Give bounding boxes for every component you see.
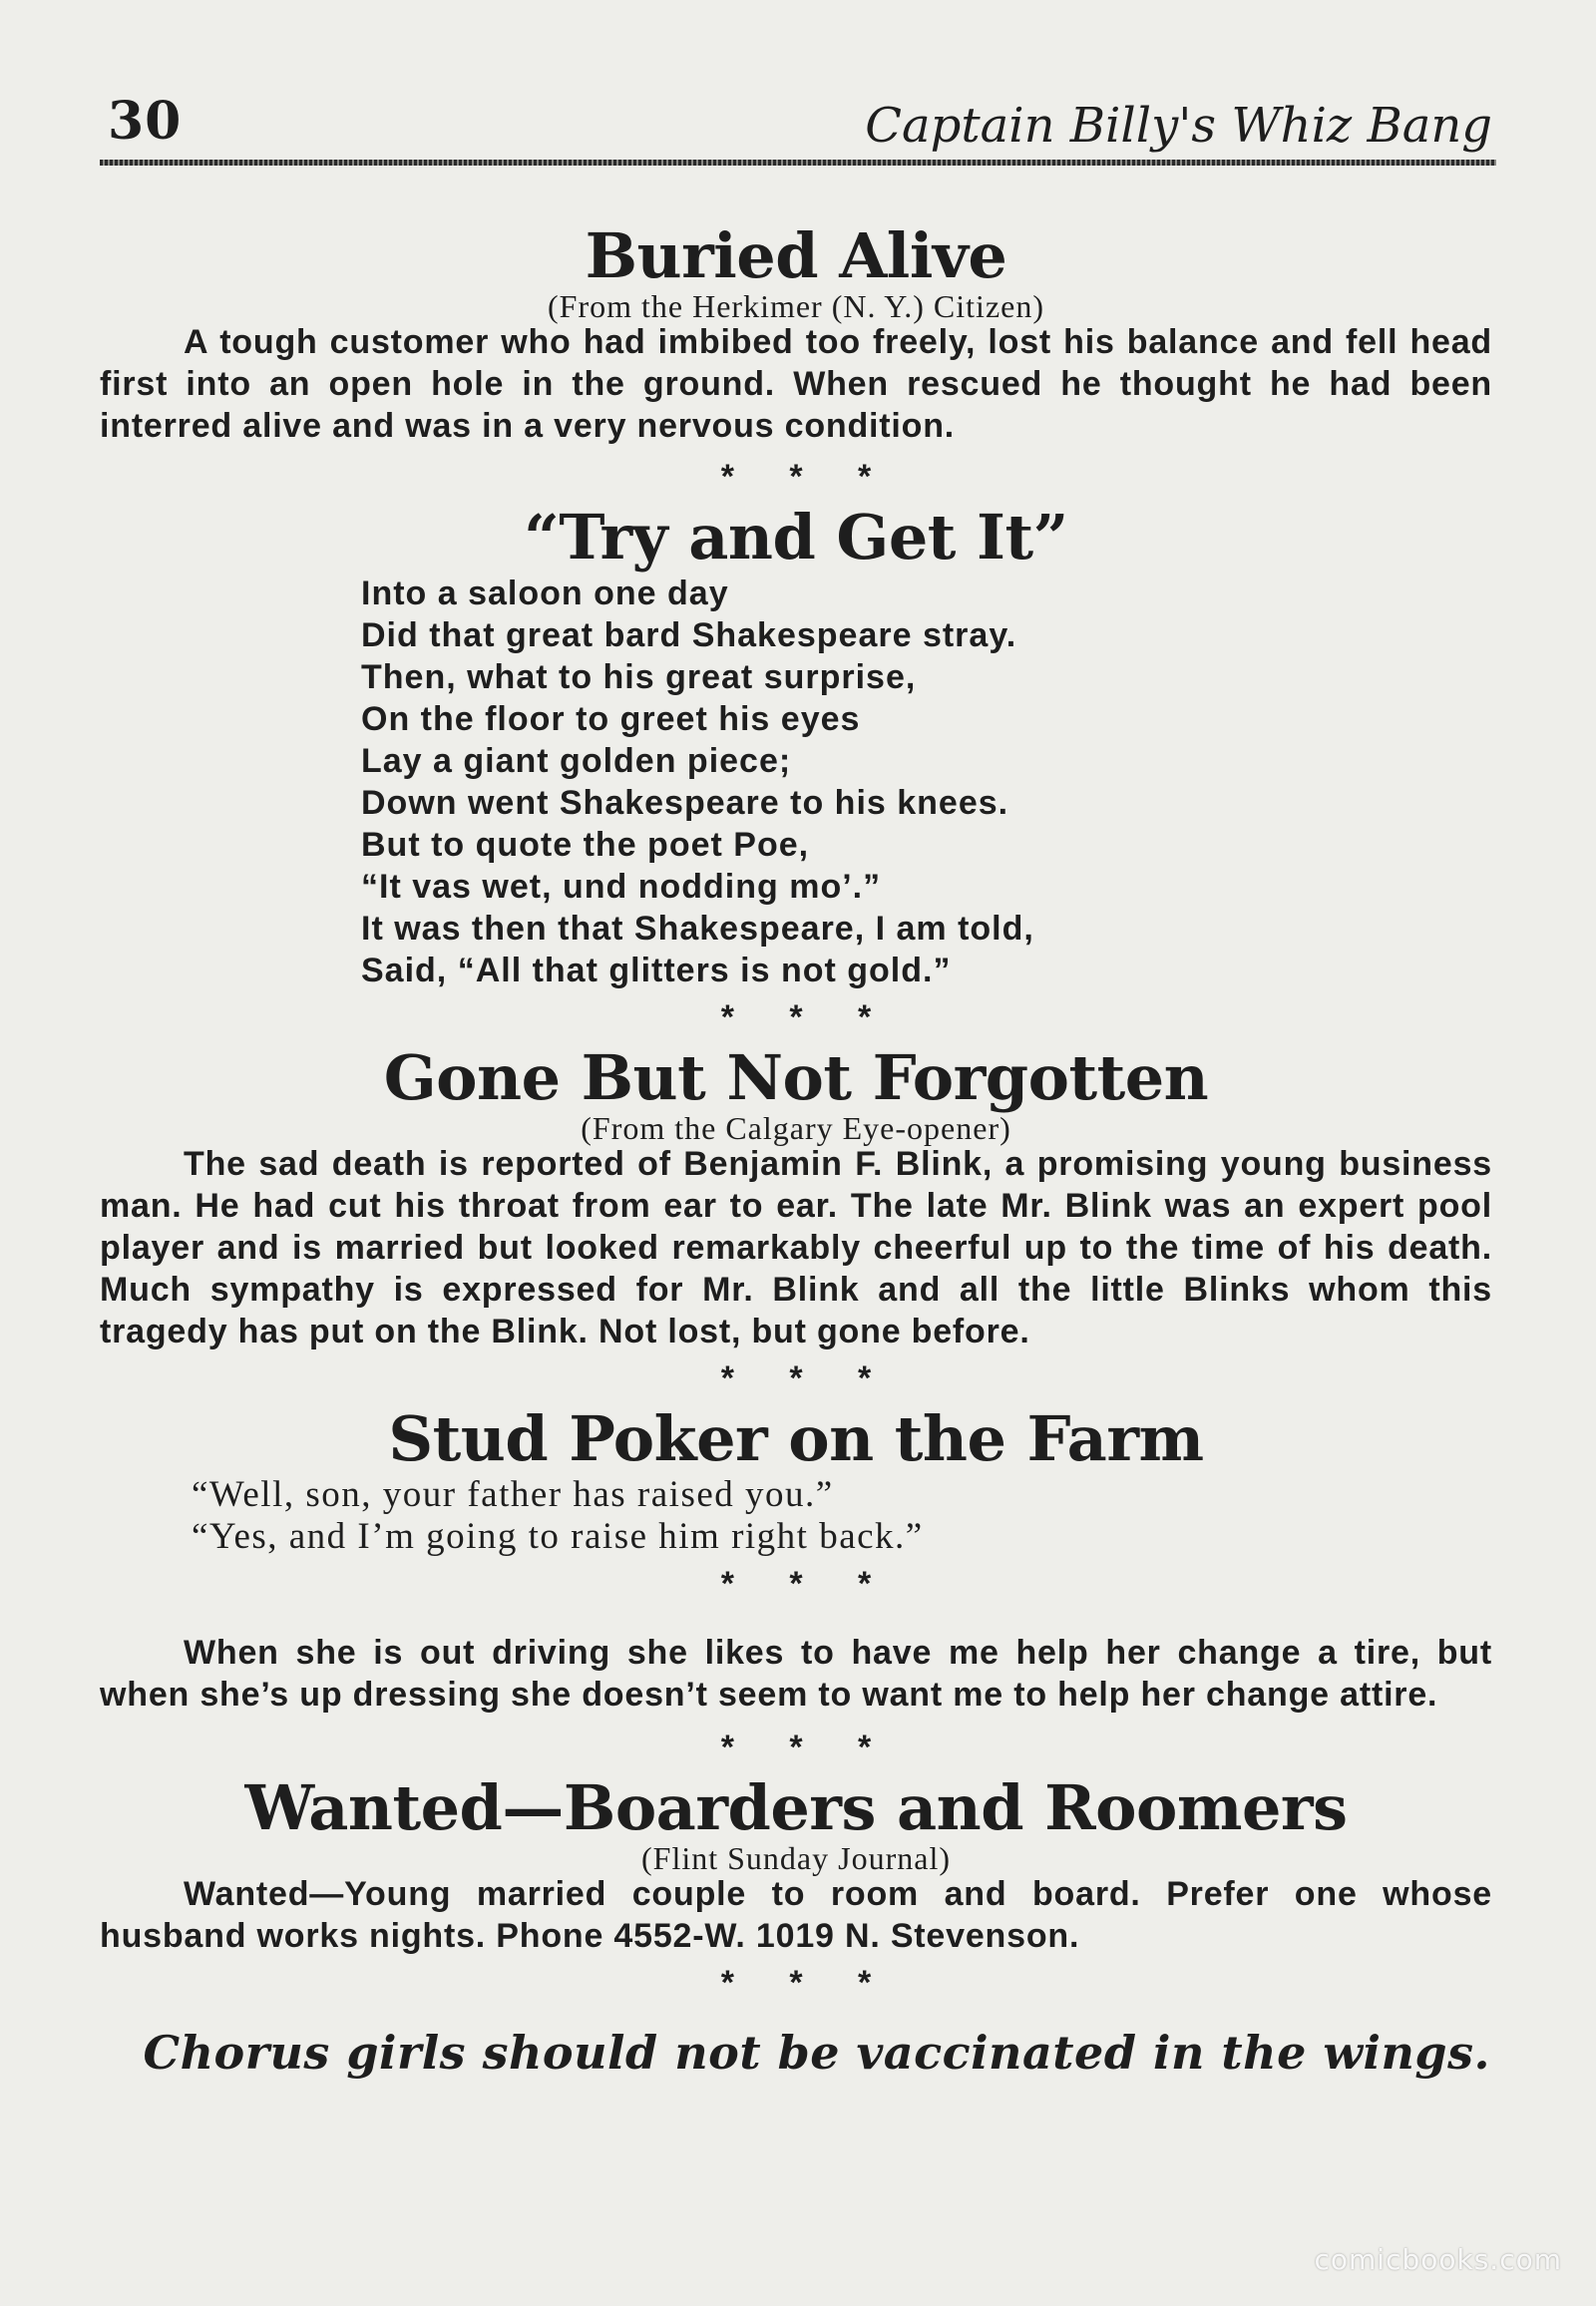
header-rule [100,160,1496,166]
dialog-line: “Yes, and I’m going to raise him right back.” [192,1516,924,1557]
gone-but-not-forgotten-title: Gone But Not Forgotten [383,1041,1209,1114]
page-number: 30 [108,91,183,152]
try-and-get-it-title: “Try and Get It” [524,501,1068,574]
poem-line: But to quote the poet Poe, [361,826,810,864]
separator: * * * [720,998,872,1036]
buried-alive-text: A tough customer who had imbibed too freely, lost his balance and fell head first into an open hole in the ground. When rescued he thought he had been interred alive and was in a very nervous condition. [100,323,1492,445]
poem-line: Lay a giant golden piece; [361,742,792,780]
dialog-line: “Well, son, your father has raised you.” [192,1474,834,1515]
separator: * * * [720,1359,872,1397]
magazine-title: Captain Billy's Whiz Bang [865,98,1492,154]
separator: * * * [720,1565,872,1603]
try-and-get-it-poem [361,573,1492,991]
poem-line: On the floor to greet his eyes [361,700,861,738]
closing-line: Chorus girls should not be vaccinated in the wings. [143,2026,1490,2080]
page-content [100,221,1492,2083]
poem-line: “It vas wet, und nodding mo’.” [361,868,882,906]
buried-alive-title: Buried Alive [585,219,1007,292]
change-attire-text: When she is out driving she likes to have me help her change a tire, but when she’s up dressing she doesn’t seem to want me to help her change attire. [100,1634,1492,1714]
poem-line: Did that great bard Shakespeare stray. [361,616,1017,654]
poem-line: Down went Shakespeare to his knees. [361,784,1009,822]
separator: * * * [720,1964,872,2002]
watermark: comicbooks.com [1314,2243,1562,2276]
stud-poker-title: Stud Poker on the Farm [388,1402,1204,1475]
separator: * * * [720,458,872,496]
wanted-boarders-source: (Flint Sunday Journal) [641,1840,951,1876]
gone-but-not-forgotten-source: (From the Calgary Eye-opener) [581,1110,1011,1146]
poem-line: It was then that Shakespeare, I am told, [361,910,1034,948]
separator: * * * [720,1729,872,1766]
stud-poker-dialog [192,1474,1492,1558]
poem-line: Into a saloon one day [361,575,729,612]
wanted-boarders-text: Wanted—Young married couple to room and board. Prefer one whose husband works nights. Phone 4552-W. 1019 N. Stevenson. [100,1875,1492,1955]
gone-but-not-forgotten-text: The sad death is reported of Benjamin F. Blink, a promising young business man. He had cut his throat from ear to ear. The late Mr. Blink was an expert pool player and is married but looked remarkably cheerful up to the time of his death. Much sympathy is expressed for Mr. Blink and all the little Blinks whom this tragedy has put on the Blink. Not lost, but gone before. [100,1145,1492,1350]
buried-alive-source: (From the Herkimer (N. Y.) Citizen) [548,288,1044,324]
poem-line: Then, what to his great surprise, [361,658,917,696]
poem-line: Said, “All that glitters is not gold.” [361,952,952,989]
wanted-boarders-title: Wanted—Boarders and Roomers [244,1771,1348,1844]
